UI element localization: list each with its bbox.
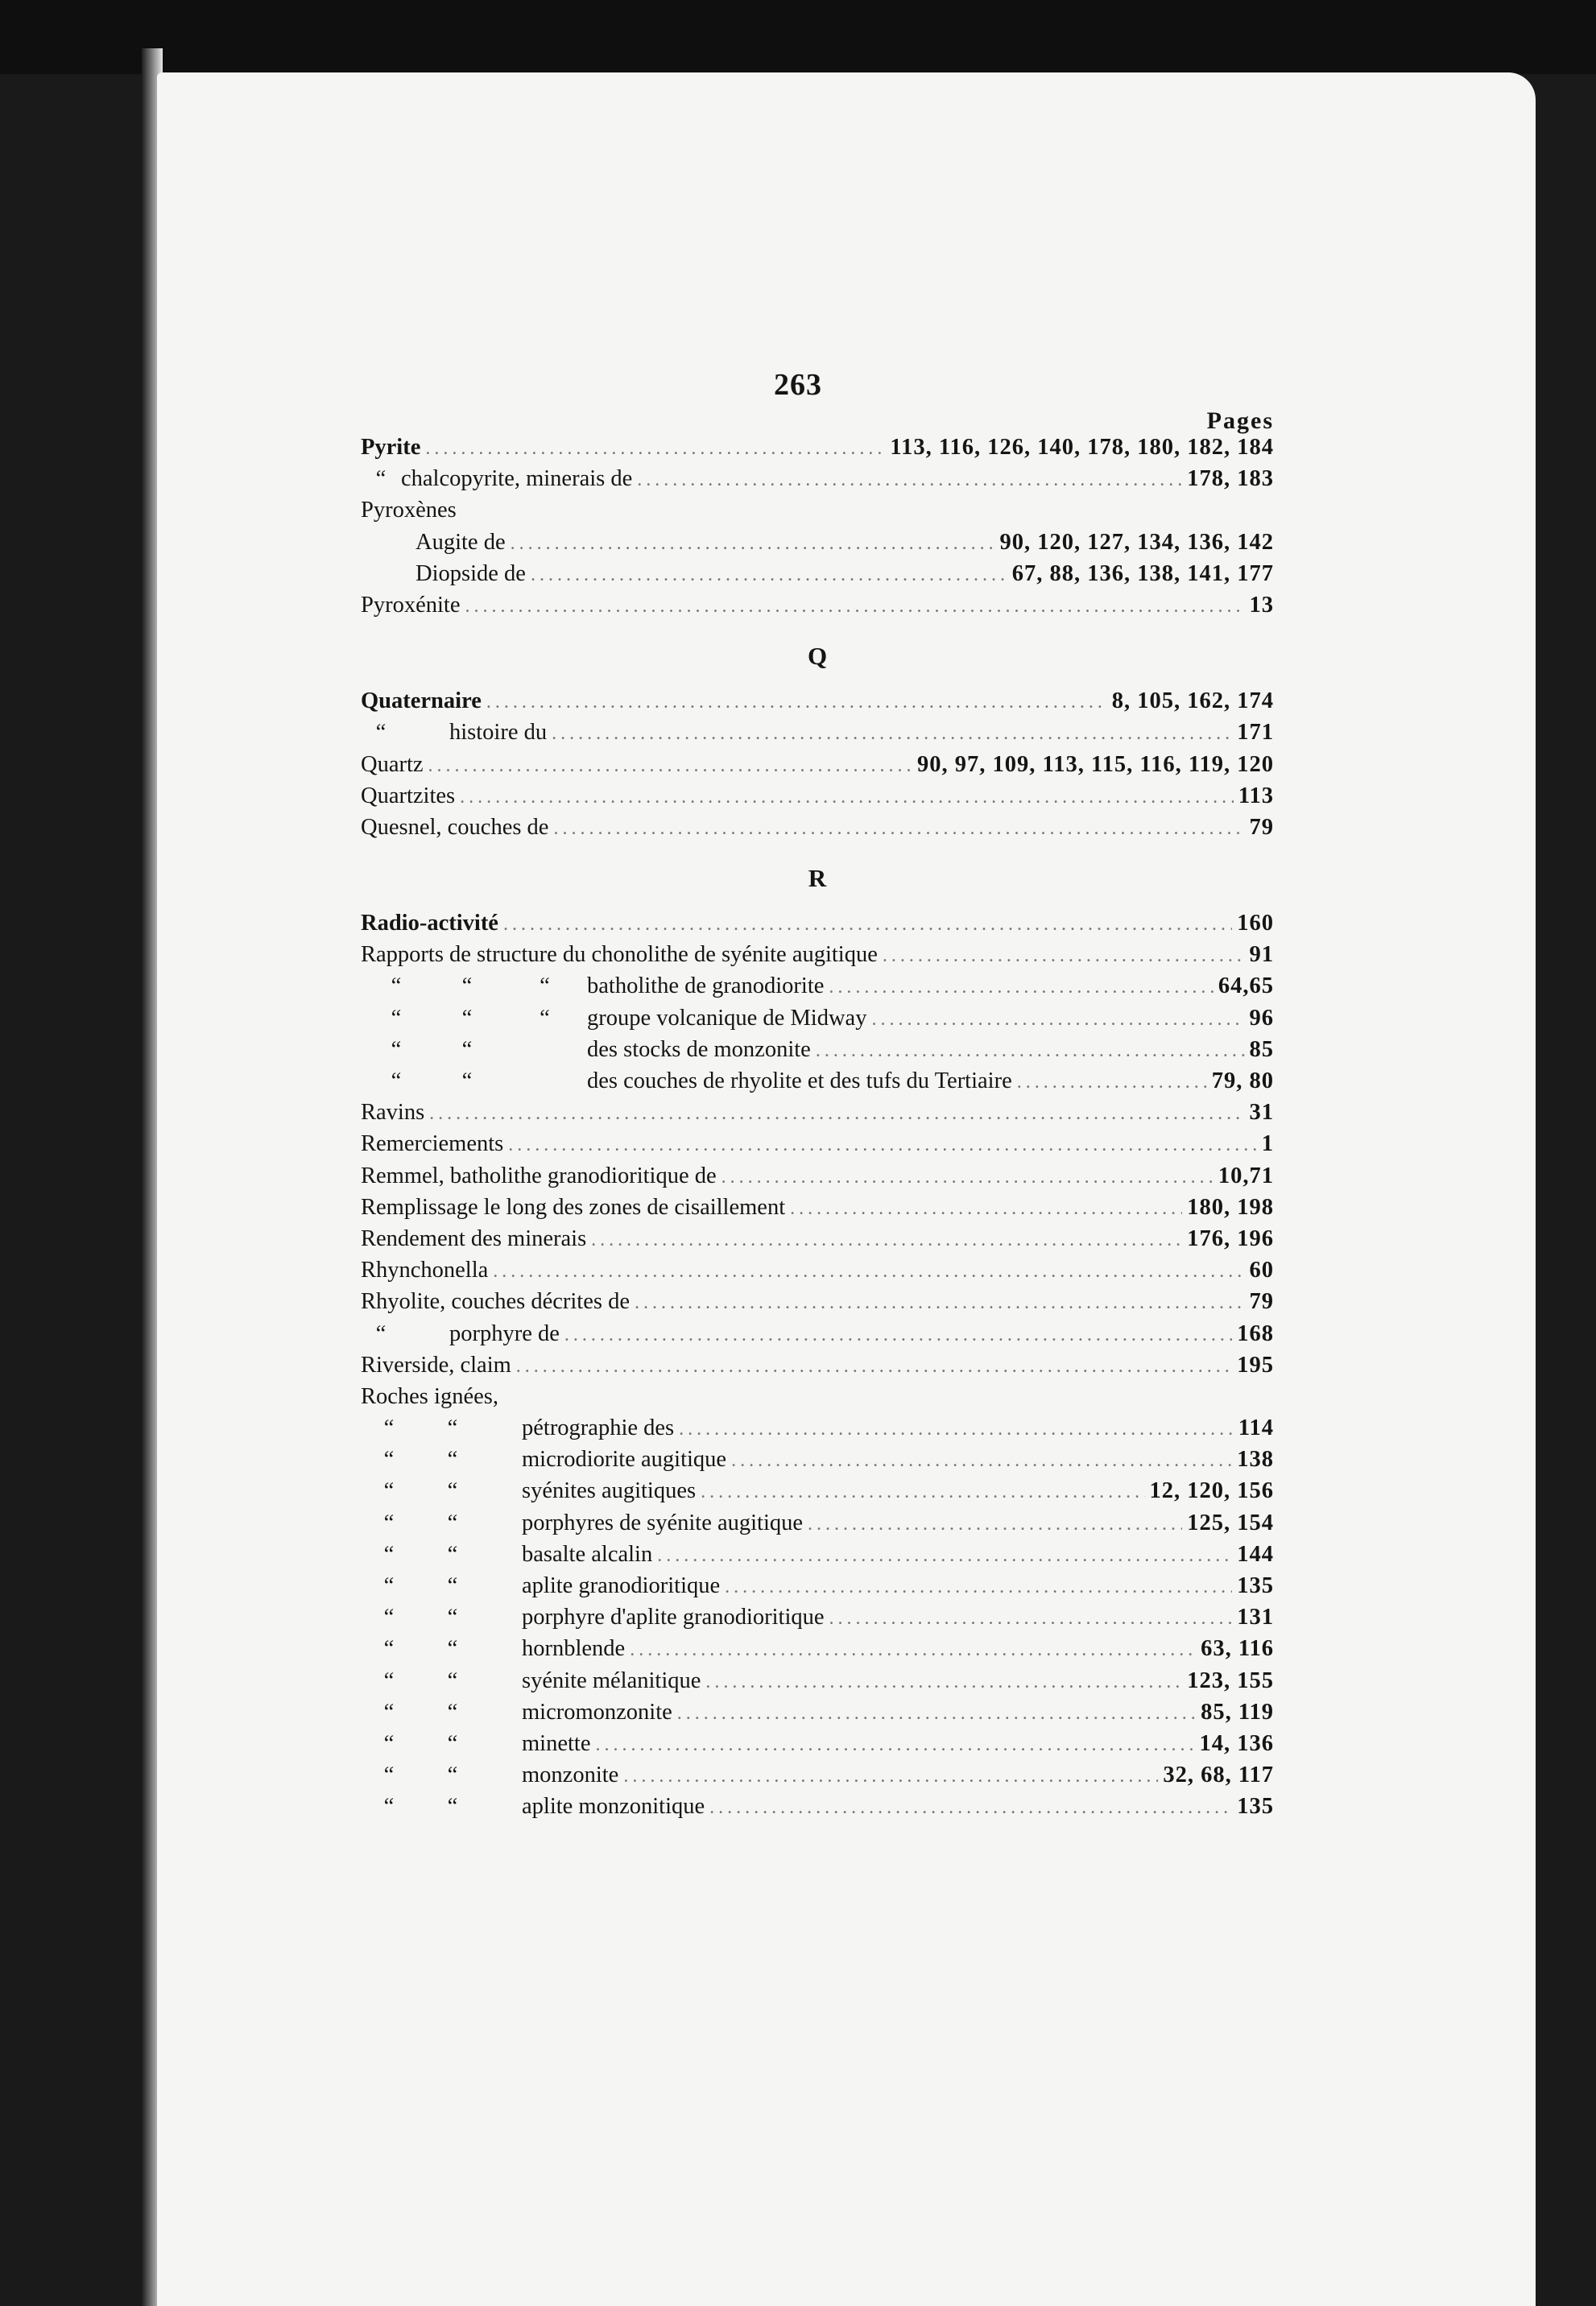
index-entry [361,1226,1274,1258]
entry-term-text: hornblende [522,1636,626,1662]
ditto-mark: “ [383,1415,395,1441]
entry-pages: 13 [1249,592,1274,618]
dot-leader [871,1009,1244,1031]
entry-term [361,1668,701,1694]
dot-leader [731,1450,1232,1472]
entry-term [361,1384,498,1410]
entry-term [361,1763,618,1788]
ditto-mark: “ [447,1699,458,1725]
index-entry [361,942,1274,973]
ditto-mark: “ [383,1730,395,1756]
entry-term-text: Radio-activité [361,911,498,936]
entry-term-text: des couches de rhyolite et des tufs du Tertiaire [587,1068,1012,1093]
entry-term [361,783,455,809]
entry-term-text: microdiorite augitique [522,1447,727,1473]
index-entry [361,1100,1274,1131]
dot-leader [725,1577,1232,1598]
index-entry [361,1131,1274,1163]
entry-pages: 79, 80 [1211,1068,1274,1093]
index-entry [361,530,1274,561]
ditto-mark: “ [540,1005,550,1031]
index-entry [361,1415,1274,1447]
entry-pages: 85 [1249,1036,1274,1062]
index-entry [361,1447,1274,1478]
entry-pages: 160 [1237,911,1274,936]
ditto-mark: “ [461,1068,473,1093]
ditto-mark: “ [447,1541,458,1567]
entry-term-text: Quaternaire [361,688,482,714]
entry-term-text: batholithe de granodiorite [587,973,825,999]
entry-term-text: Remerciements [361,1131,504,1157]
entry-term [361,466,632,492]
entry-term-text: des stocks de monzonite [587,1036,811,1062]
entry-term-text: aplite monzonitique [522,1794,705,1820]
entry-term [361,498,457,523]
entry-term [361,1226,586,1252]
dot-leader [429,1103,1244,1125]
index-entry [361,783,1274,815]
entry-term [361,1573,720,1599]
ditto-mark: “ [461,1005,473,1031]
dot-leader [595,1734,1194,1756]
ditto-mark: “ [447,1605,458,1630]
dot-leader [460,787,1234,808]
entry-term [361,973,824,999]
entry-term-text: Rendement des minerais [361,1225,587,1251]
entry-term-text: Pyrite [361,435,421,460]
entry-term [361,1478,696,1504]
entry-term-text: monzonite [522,1763,619,1788]
entry-pages: 138 [1237,1447,1274,1473]
dot-leader [564,1325,1232,1346]
entry-pages: 114 [1238,1415,1274,1441]
index-entry [361,720,1274,751]
ditto-mark: “ [391,1068,402,1093]
entry-term [361,1006,866,1031]
entry-term [361,1510,803,1536]
entry-term-text: porphyre d'aplite granodioritique [522,1605,825,1630]
ditto-mark: “ [383,1636,395,1662]
entry-pages: 67, 88, 136, 138, 141, 177 [1011,560,1274,586]
entry-term [361,911,498,936]
entry-pages: 90, 97, 109, 113, 115, 116, 119, 120 [917,751,1274,777]
entry-term-text: micromonzonite [522,1699,672,1725]
ditto-mark: “ [447,1794,458,1820]
dot-leader [808,1514,1182,1535]
entry-pages: 125, 154 [1187,1510,1274,1535]
index-entry [361,1573,1274,1605]
ditto-mark: “ [383,1699,395,1725]
pages-heading-text: Pages [1206,407,1274,434]
entry-term-text: Quartz [361,751,424,777]
ditto-mark: “ [447,1636,458,1662]
dot-leader [508,1134,1256,1156]
entry-term-text: Quartzites [361,783,456,808]
dot-leader [425,438,885,460]
dot-leader [503,914,1232,936]
index-entry [361,1195,1274,1226]
ditto-mark: “ [375,1320,387,1346]
entry-term [361,1068,1012,1094]
index-entry [361,435,1274,466]
dot-leader [553,818,1244,840]
index-entry [361,973,1274,1005]
entry-term-text: syénites augitiques [522,1478,697,1504]
entry-term-text: Rhynchonella [361,1258,489,1283]
index-entry [361,1542,1274,1573]
dot-leader [637,469,1182,491]
page-number: 263 [774,368,822,402]
index-entry [361,1037,1274,1068]
entry-term-text: Quesnel, couches de [361,814,549,840]
index-entry [361,688,1274,720]
ditto-mark: “ [375,466,387,492]
entry-pages: 195 [1237,1352,1274,1378]
ditto-mark: “ [375,720,387,746]
ditto-mark: “ [447,1573,458,1598]
dot-leader [829,977,1213,998]
dot-leader [657,1545,1232,1567]
entry-term [361,1321,560,1347]
index-entry [361,1258,1274,1289]
ditto-mark: “ [383,1510,395,1535]
entry-pages: 79 [1249,814,1274,840]
entry-term-text: Pyroxènes [361,498,457,523]
index-entry [361,1384,1274,1415]
index-entry [361,498,1274,529]
entry-pages: 144 [1237,1541,1274,1567]
entry-term [361,1163,717,1189]
entry-term [361,752,424,778]
entry-term-text: Remmel, batholithe granodioritique de [361,1163,717,1188]
entry-term-text: syénite mélanitique [522,1668,701,1693]
section-letter: Q [807,642,828,671]
entry-pages: 113, 116, 126, 140, 178, 180, 182, 184 [890,435,1274,460]
entry-pages: 178, 183 [1187,466,1274,492]
entry-pages: 31 [1249,1100,1274,1126]
entry-term [361,815,548,841]
entry-term-text: aplite granodioritique [522,1573,721,1598]
entry-term-text: Pyroxénite [361,592,461,618]
entry-term [361,1131,503,1157]
ditto-mark: “ [447,1478,458,1504]
dot-leader [705,1672,1182,1693]
index-entry [361,911,1274,942]
index-entry [361,1510,1274,1542]
entry-term-text: groupe volcanique de Midway [587,1005,867,1031]
index-entry [361,752,1274,783]
ditto-mark: “ [391,1036,402,1062]
entry-term [361,561,526,587]
index-list [361,435,1274,1826]
entry-term [361,688,482,714]
dot-leader [701,1482,1144,1503]
index-entry [361,1163,1274,1195]
entry-term-text: Roches ignées, [361,1383,498,1409]
dot-leader [722,1167,1214,1188]
dot-leader [1017,1072,1207,1093]
entry-pages: 64,65 [1218,973,1274,999]
entry-pages: 32, 68, 117 [1163,1763,1274,1788]
index-entry [361,466,1274,498]
ditto-mark: “ [447,1447,458,1473]
entry-term [361,1700,672,1725]
entry-term-text: Rapports de structure du chonolithe de syénite augitique [361,942,878,968]
dot-leader [531,564,1007,586]
ditto-mark: “ [540,973,550,999]
dot-leader [511,533,995,555]
entry-pages: 79 [1249,1289,1274,1315]
entry-pages: 1 [1261,1131,1274,1157]
index-entry [361,1289,1274,1320]
entry-pages: 8, 105, 162, 174 [1111,688,1274,714]
ditto-mark: “ [383,1763,395,1788]
section-letter: R [808,864,827,893]
entry-pages: 63, 116 [1201,1636,1274,1662]
entry-term-text: Riverside, claim [361,1352,511,1378]
entry-pages: 91 [1249,942,1274,968]
entry-pages: 60 [1249,1258,1274,1283]
entry-term [361,435,420,461]
entry-term-text: basalte alcalin [522,1541,653,1567]
entry-term-text: Augite de [416,529,506,555]
entry-term [361,530,506,556]
index-entry [361,1068,1274,1100]
ditto-mark: “ [447,1415,458,1441]
entry-pages: 96 [1249,1005,1274,1031]
entry-term [361,1100,424,1126]
entry-pages: 180, 198 [1187,1194,1274,1220]
dot-leader [816,1040,1245,1062]
index-entry [361,815,1274,846]
ditto-mark: “ [447,1510,458,1535]
entry-term [361,1447,726,1473]
dot-leader [709,1797,1232,1819]
dot-leader [516,1356,1232,1378]
ditto-mark: “ [383,1605,395,1630]
dot-leader [829,1608,1233,1630]
index-entry [361,1321,1274,1353]
index-entry [361,593,1274,624]
entry-term [361,1289,630,1315]
index-entry [361,1636,1274,1668]
entry-pages: 90, 120, 127, 134, 136, 142 [999,529,1274,555]
entry-pages: 85, 119 [1201,1699,1274,1725]
index-entry [361,1605,1274,1636]
ditto-mark: “ [383,1668,395,1693]
entry-term [361,1037,811,1063]
entry-pages: 135 [1237,1573,1274,1598]
ditto-mark: “ [383,1478,395,1504]
entry-term [361,593,460,618]
entry-term [361,1731,590,1757]
dot-leader [465,596,1244,618]
dot-leader [486,692,1107,713]
entry-term-text: Ravins [361,1100,425,1126]
entry-term [361,1258,488,1283]
dot-leader [635,1292,1245,1314]
dot-leader [552,723,1232,745]
entry-term-text: porphyres de syénite augitique [522,1510,804,1535]
ditto-mark: “ [447,1763,458,1788]
ditto-mark: “ [383,1573,395,1598]
dot-leader [630,1639,1196,1661]
dot-leader [790,1198,1182,1220]
entry-term [361,1415,674,1441]
entry-pages: 113 [1238,783,1274,808]
dot-leader [883,945,1245,967]
entry-pages: 176, 196 [1187,1225,1274,1251]
index-entry [361,1731,1274,1763]
index-entry [361,1353,1274,1384]
entry-pages: 171 [1237,720,1274,746]
ditto-mark: “ [461,973,473,999]
entry-term-text: pétrographie des [522,1415,675,1441]
index-entry [361,1668,1274,1700]
entry-term-text: Remplissage le long des zones de cisaillement [361,1194,786,1220]
ditto-mark: “ [447,1668,458,1693]
entry-term [361,1605,825,1630]
entry-term-text: Rhyolite, couches décrites de [361,1289,630,1315]
dot-leader [493,1261,1244,1283]
index-entry [361,1700,1274,1731]
entry-pages: 168 [1237,1320,1274,1346]
entry-term-text: histoire du [449,720,548,746]
index-entry [361,1794,1274,1825]
dot-leader [677,1703,1196,1725]
index-entry [361,561,1274,593]
pages-column-heading [1127,407,1274,435]
dot-leader [623,1766,1158,1787]
ditto-mark: “ [383,1447,395,1473]
entry-term [361,720,547,746]
ditto-mark: “ [391,1005,402,1031]
entry-term [361,1195,785,1221]
ditto-mark: “ [383,1541,395,1567]
ditto-mark: “ [461,1036,473,1062]
entry-term [361,1542,652,1568]
entry-pages: 135 [1237,1794,1274,1820]
dot-leader [591,1229,1182,1251]
entry-term [361,1794,705,1820]
index-entry [361,1763,1274,1794]
entry-pages: 12, 120, 156 [1149,1478,1274,1504]
dot-leader [428,755,912,777]
ditto-mark: “ [391,973,402,999]
entry-term-text: chalcopyrite, minerais de [401,466,633,492]
index-entry [361,1006,1274,1037]
entry-pages: 14, 136 [1199,1730,1274,1756]
entry-pages: 10,71 [1218,1163,1274,1188]
index-entry [361,1478,1274,1510]
entry-term [361,1353,511,1378]
ditto-mark: “ [447,1730,458,1756]
entry-term-text: Diopside de [416,560,526,586]
entry-term-text: porphyre de [449,1320,560,1346]
scan-top-band [0,0,1596,74]
entry-term [361,1636,625,1662]
entry-pages: 123, 155 [1187,1668,1274,1693]
entry-term-text: minette [522,1730,591,1756]
dot-leader [679,1419,1234,1440]
entry-term [361,942,878,968]
entry-pages: 131 [1237,1605,1274,1630]
ditto-mark: “ [383,1794,395,1820]
